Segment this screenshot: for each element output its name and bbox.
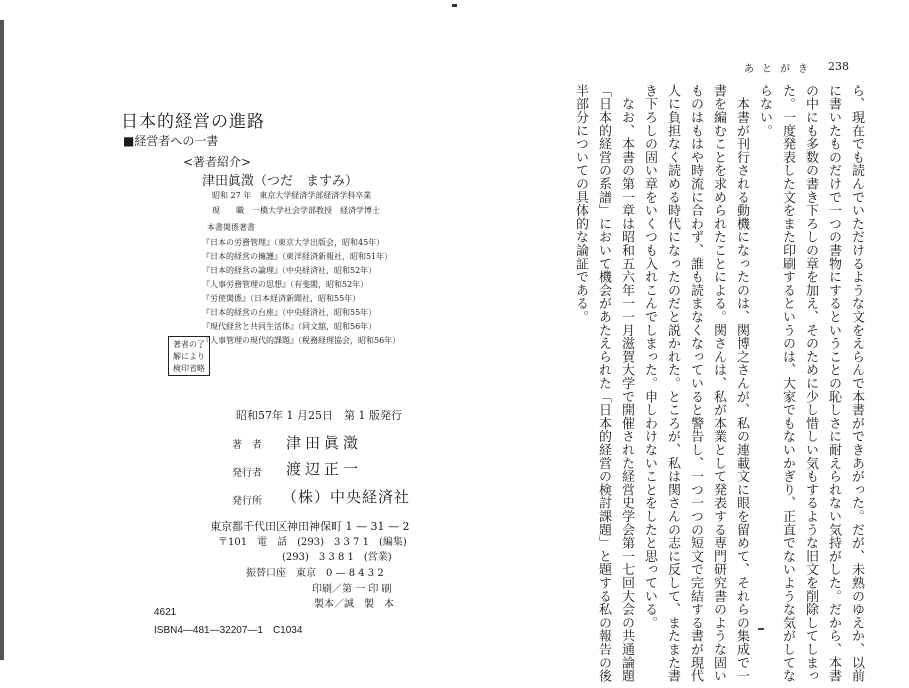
afterword-column: た。一度発表した文をまた印刷するというのは、大家でもないかぎり、正直でないような気がしてな [780,84,795,683]
seal-omitted-stamp [168,336,210,376]
afterword-column: 「日本的経営の系譜」において機会があたえられた「日本的経営の検討課題」と題する私の報告の後 [596,84,611,683]
publication-date: 昭和57年 1 月25日 第 1 版発行 [236,409,402,422]
afterword-column: なお、本書の第一章は昭和五六年一一月滋賀大学で開催された経営史学会第一七回大会の共通論題 [619,84,634,683]
afterword-column: 書を編むことを求められたことによる。関さんは、私が本業として発表する専門研究書のような固い [711,84,726,683]
work-item: 『日本的経営の論理』（中央経済社，昭和52年） [202,266,377,275]
transfer-account: 振替口座 東京 0 — 8 4 3 2 [246,568,384,579]
catalog-code: 4621 [154,607,177,618]
stamp-line: 解により [173,352,205,361]
author-name: 津田眞澂（つだ ますみ） [202,174,359,189]
career-graduation: 昭和 27 年 東京大学経済学部経済学科卒業 [212,191,372,200]
page-number: 238 [828,60,849,73]
binder-info: 製本／誠 製 本 [314,599,394,610]
author-intro-heading: <著者紹介> [183,155,252,169]
work-item: 『人事管理の現代的課題』（税務経理協会，昭和56年） [202,336,401,345]
press-name: （株）中央経済社 [282,488,411,506]
afterword-column: に書いたものだけで一つの書物にするということの恥しさに耐えられない気持がした。だから、本書 [826,84,841,683]
gutter-mark [452,4,457,7]
works-heading: 本書関係著書 [207,223,255,232]
phone-sales: (293) 3 3 8 1 (営業) [282,552,392,563]
phone-editorial: 〒101 電 話 (293) 3 3 7 1 (編集) [218,537,407,548]
colophon-author-name: 津田眞澂 [286,434,363,452]
afterword-column: 半部分についての具体的な論証である。 [573,84,588,324]
afterword-column: ものはもはや時流に合わず、誰も読まなくなっていると警告し、一つ一つの短文で完結する書が現代 [688,84,703,683]
book-spine-edge [0,20,4,660]
afterword-column: 本書が刊行される動機になったのは、関博之さんが、私の連載文に眼を留めて、それらの集成で一 [734,84,749,683]
work-item: 『人事労務管理の思想』（有斐閣，昭和52年） [202,280,369,289]
stamp-line: 検印省略 [173,364,205,373]
stamp-line: 著者の了 [173,340,205,349]
work-item: 『日本の労務管理』（東京大学出版会，昭和45年） [202,238,385,247]
running-head: あとがき [744,64,816,75]
publisher-role-label: 発行者 [232,468,262,479]
isbn: ISBN4—481—32207—1 C1034 [154,625,303,636]
press-role-label: 発行所 [232,496,262,507]
afterword-column: ら、現在でも読んでいただけるような文をえらんで本書ができあがった。だが、未熟のゆえか、以前 [849,84,864,683]
press-address: 東京都千代田区神田神保町 1 — 31 — 2 [210,520,410,533]
printer-info: 印刷／第 一 印 刷 [312,584,392,595]
afterword-column: らない。 [757,84,772,138]
page-mark [758,628,764,630]
author-role-label: 著 者 [232,440,262,451]
afterword-column: の中にも多数の書き下ろしの章を加え、そのために少し惜しい気もするような旧文を削除してしまっ [803,84,818,683]
afterword-column: き下ろしの固い章をいくつも入れこんでしまった。申しわけないことをしたと思っている。 [642,84,657,630]
book-subtitle: ■経営者への一書 [123,134,219,148]
work-item: 『現代経営と共同生活体』（同文舘，昭和56年） [202,322,377,331]
work-item: 『日本的経営の台座』（中央経済社，昭和55年） [202,308,377,317]
career-current-position: 現 職 一橋大学社会学部教授 経済学博士 [212,206,380,215]
work-item: 『労使関係』（日本経済新聞社，昭和55年） [202,294,361,303]
work-item: 『日本的経営の擁護』（東洋経済新報社，昭和51年） [202,252,393,261]
afterword-column: 人に負担なく読める時代になったのだと説かれた。ところが、私は関さんの志に反して、またまた書 [665,84,680,683]
book-title: 日本的経営の進路 [121,112,265,132]
publisher-name: 渡辺正一 [286,460,363,478]
